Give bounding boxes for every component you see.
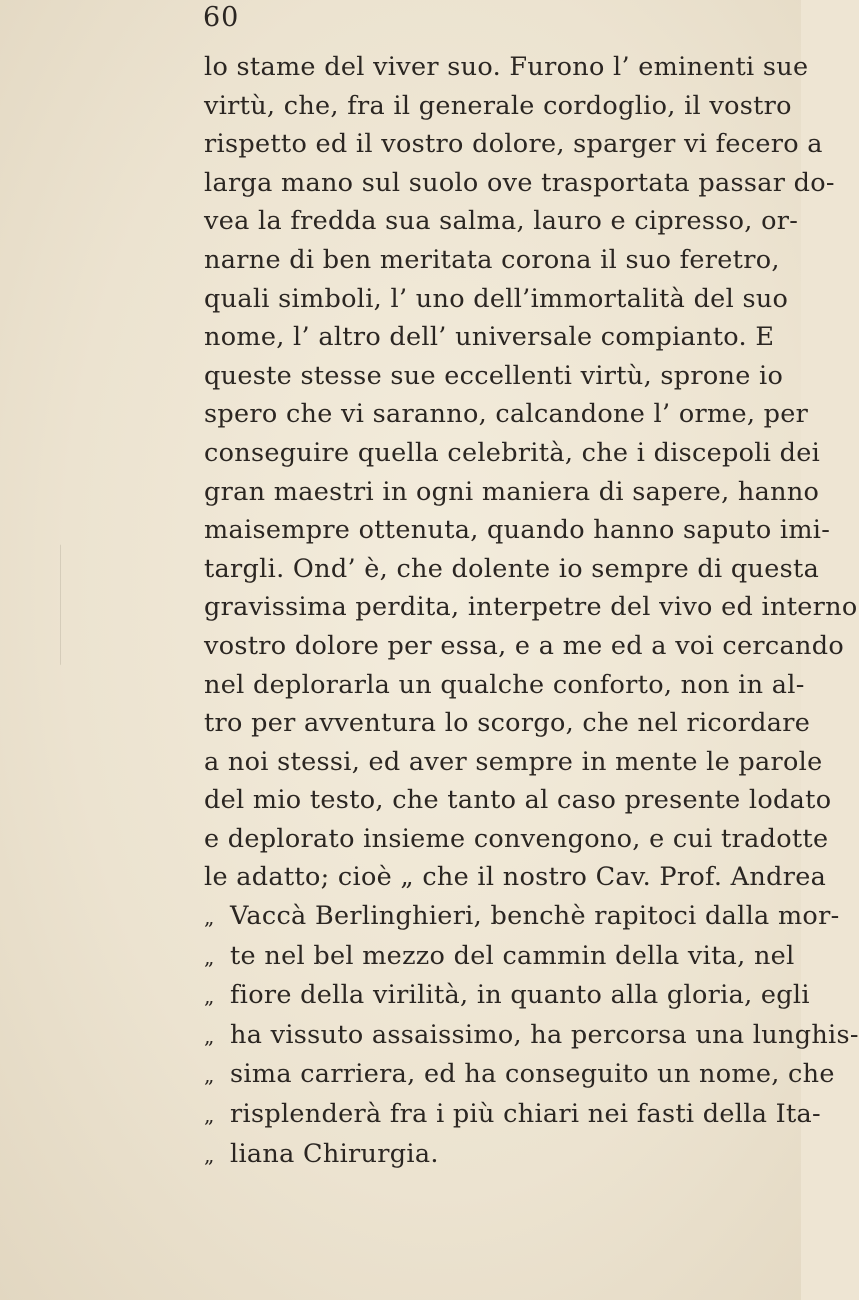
- quoted-line-text: fiore della virilità, in quanto alla gloria, egli: [230, 980, 810, 1011]
- text-line: virtù, che, fra il generale cordoglio, il vostro: [204, 90, 792, 121]
- quote-mark: „: [204, 1103, 215, 1128]
- text-line: del mio testo, che tanto al caso presente lodato: [204, 785, 832, 816]
- quoted-line: [204, 1095, 821, 1135]
- quoted-line: [204, 976, 810, 1016]
- quote-mark: „: [204, 1142, 215, 1167]
- text-line: vea la fredda sua salma, lauro e cipresso, or-: [204, 206, 799, 237]
- text-line: e deplorato insieme convengono, e cui tradotte: [204, 823, 829, 854]
- text-line: lo stame del viver suo. Furono l’ eminenti sue: [204, 52, 809, 82]
- body-text: [204, 48, 859, 1174]
- text-line: queste stesse sue eccellenti virtù, sprone io: [204, 360, 784, 391]
- text-line: vostro dolore per essa, e a me ed a voi cercando: [204, 630, 844, 661]
- text-line: le adatto; cioè „ che il nostro Cav. Prof. Andrea: [204, 862, 827, 893]
- text-line: targli. Ond’ è, che dolente io sempre di questa: [204, 553, 820, 584]
- quoted-line: [204, 1135, 770, 1175]
- quoted-line-text: Vaccà Berlinghieri, benchè rapitoci dalla mor-: [230, 901, 840, 932]
- quote-mark: „: [204, 944, 215, 969]
- text-line: gravissima perdita, interpetre del vivo ed interno: [204, 592, 858, 623]
- text-line: larga mano sul suolo ove trasportata passar do-: [204, 167, 835, 198]
- quoted-line: [204, 1016, 859, 1056]
- quoted-line-text: risplenderà fra i più chiari nei fasti della Ita-: [230, 1099, 821, 1130]
- quoted-line: [204, 897, 840, 937]
- quoted-line: [204, 1055, 835, 1095]
- text-line: nel deplorarla un qualche conforto, non in al-: [204, 669, 805, 700]
- page-fold-shadow: [0, 544, 61, 715]
- text-line: spero che vi saranno, calcandone l’ orme, per: [204, 399, 809, 430]
- quote-mark: „: [204, 1063, 215, 1088]
- text-line: conseguire quella celebrità, che i discepoli dei: [204, 437, 821, 468]
- text-line: tro per avventura lo scorgo, che nel ricordare: [204, 708, 811, 739]
- quoted-line-text: liana Chirurgia.: [230, 1138, 439, 1169]
- quoted-line-text: sima carriera, ed ha conseguito un nome, che: [230, 1059, 835, 1090]
- text-line: nome, l’ altro dell’ universale compianto. E: [204, 322, 775, 353]
- text-line: quali simboli, l’ uno dell’immortalità del suo: [204, 283, 789, 314]
- quote-mark: „: [204, 1023, 215, 1048]
- quote-mark: „: [204, 984, 215, 1009]
- text-line: maisempre ottenuta, quando hanno saputo imi-: [204, 515, 831, 546]
- text-line: rispetto ed il vostro dolore, sparger vi fecero a: [204, 129, 823, 160]
- quoted-line-text: ha vissuto assaissimo, ha percorsa una lunghis-: [230, 1019, 859, 1050]
- text-line: narne di ben meritata corona il suo feretro,: [204, 244, 780, 275]
- quoted-line-text: te nel bel mezzo del cammin della vita, nel: [230, 940, 795, 971]
- quote-mark: „: [204, 905, 215, 930]
- text-line: gran maestri in ogni maniera di sapere, hanno: [204, 476, 820, 507]
- text-line: a noi stessi, ed aver sempre in mente le parole: [204, 746, 823, 777]
- quoted-line: [204, 937, 795, 977]
- page-number: 60: [203, 2, 240, 33]
